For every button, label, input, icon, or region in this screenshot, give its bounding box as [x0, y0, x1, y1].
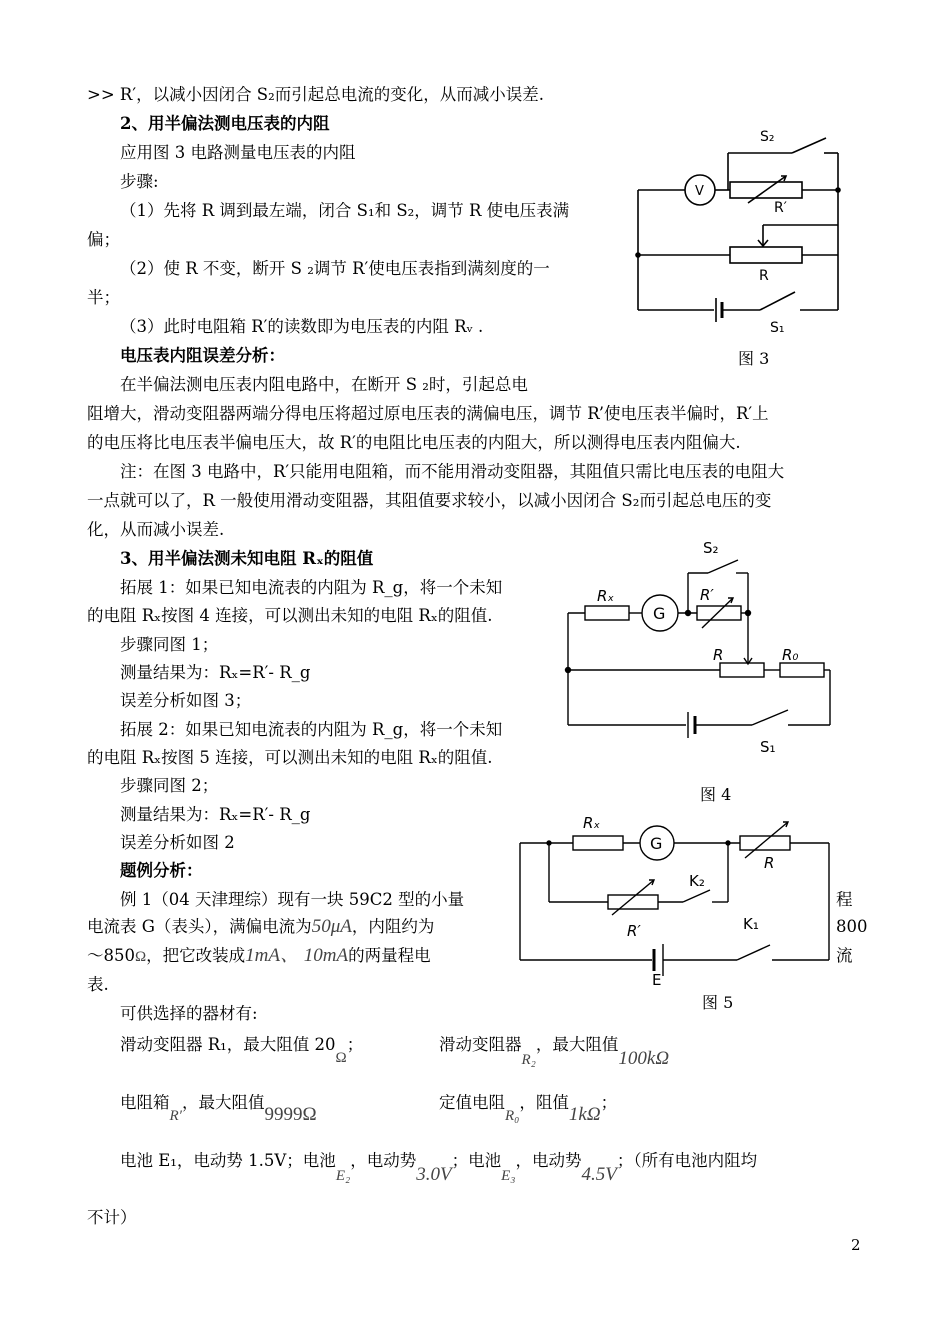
section-heading: 2、用半偏法测电压表的内阻: [120, 114, 330, 133]
label-rx: Rₓ: [597, 587, 615, 605]
text-line: 阻增大，滑动变阻器两端分得电压将超过原电压表的满偏电压，调节 R’使电压表半偏时，R′上: [87, 404, 769, 423]
math-expression: 9999Ω: [264, 1104, 317, 1125]
text-span: 电池 E₁，电动势 1.5V；电池: [120, 1151, 336, 1170]
math-expression: 3.0V: [416, 1164, 452, 1185]
text-line: 可供选择的器材有:: [120, 1004, 258, 1023]
figure-4-caption: 图 4: [700, 785, 732, 804]
label-k1: K₁: [743, 915, 759, 933]
label-rprime: R′: [700, 586, 714, 604]
math-expression: E₂: [335, 1168, 351, 1184]
text-line: （2）使 R 不变，断开 S ₂调节 R′使电压表指到满刻度的一: [120, 259, 550, 278]
text-line: 不计）: [87, 1208, 137, 1227]
text-line: 测量结果为：Rₓ=R′- R_g: [120, 663, 311, 682]
label-g: G: [653, 604, 666, 623]
label-r: R: [713, 646, 724, 664]
text-line: 800: [836, 917, 868, 936]
label-r: R: [764, 854, 775, 872]
text-line: 的电阻 Rₓ按图 4 连接，可以测出未知的电阻 Rₓ的阻值.: [87, 606, 493, 625]
label-g: G: [650, 834, 663, 853]
text-line: 的电阻 Rₓ按图 5 连接，可以测出未知的电阻 Rₓ的阻值.: [87, 748, 493, 767]
label-s2: S₂: [760, 129, 775, 145]
text-line: 应用图 3 电路测量电压表的内阻: [120, 143, 356, 162]
text-line: （3）此时电阻箱 R′的读数即为电压表的内阻 Rᵥ .: [120, 317, 484, 336]
text-span: ，电动势: [350, 1151, 417, 1170]
text-span: ，把它改装成: [146, 946, 246, 965]
text-line: 例 1（04 天津理综）现有一块 59C2 型的小量: [120, 890, 465, 909]
math-expression: R₀: [505, 1108, 520, 1124]
text-line: 步骤同图 2；: [120, 776, 219, 795]
label-e: E: [652, 971, 662, 989]
text-span: ，阻值: [519, 1093, 569, 1112]
label-rprime: R′: [774, 200, 787, 216]
label-s2: S₂: [703, 539, 719, 557]
text-line: 步骤:: [120, 172, 159, 191]
text-span: 滑动变阻器: [439, 1035, 522, 1054]
math-expression: Ω: [335, 1050, 347, 1066]
text-span: ，内阻约为: [351, 917, 435, 936]
math-expression: 1mA、 10mA: [245, 945, 349, 966]
text-line: 步骤同图 1；: [120, 635, 219, 654]
figure-3-caption: 图 3: [738, 349, 770, 368]
text-line: 拓展 2：如果已知电流表的内阻为 R_g，将一个未知: [120, 720, 503, 739]
text-line: 流: [836, 946, 853, 965]
math-expression: E₃: [501, 1168, 516, 1184]
section-heading: 3、用半偏法测未知电阻 Rₓ的阻值: [120, 549, 374, 568]
text-line: 拓展 1：如果已知电流表的内阻为 R_g，将一个未知: [120, 578, 503, 597]
math-expression: 4.5V: [581, 1164, 617, 1185]
text-line: 误差分析如图 3；: [120, 691, 252, 710]
text-line: （1）先将 R 调到最左端，闭合 S₁和 S₂，调节 R 使电压表满: [120, 201, 570, 220]
text-span: ；电池: [451, 1151, 502, 1170]
resistor-box-rx: [573, 836, 623, 850]
math-expression: 50μA: [311, 916, 352, 937]
label-k2: K₂: [689, 872, 705, 890]
text-span: ，最大阻值: [535, 1035, 619, 1054]
text-span: ；（所有电池内阻均: [616, 1151, 758, 1170]
text-line: 化，从而减小误差.: [87, 520, 225, 539]
label-r0: R₀: [782, 646, 799, 664]
math-expression: Ω: [135, 949, 147, 965]
label-s1: S₁: [760, 738, 776, 756]
text-line: 误差分析如图 2: [120, 833, 235, 852]
text-span: ，电动势: [515, 1151, 582, 1170]
label-rprime: R′: [627, 922, 641, 940]
math-expression: 1kΩ: [568, 1104, 601, 1125]
text-line: 一点就可以了，R 一般使用滑动变阻器，其阻值要求较小，以减小因闭合 S₂而引起总电压的变: [87, 491, 772, 510]
label-rx: Rₓ: [583, 814, 601, 832]
label-s1: S₁: [770, 320, 785, 336]
text-span: 定值电阻: [439, 1093, 505, 1112]
text-span: 滑动变阻器 R₁，最大阻值 20: [120, 1035, 336, 1054]
text-line: 测量结果为：Rₓ=R′- R_g: [120, 805, 311, 824]
math-expression: 100kΩ: [618, 1048, 670, 1069]
text-line: 偏；: [87, 230, 120, 249]
text-span: ～850: [87, 946, 135, 965]
math-expression: R′: [169, 1108, 182, 1124]
math-expression: R₂: [521, 1052, 536, 1068]
text-span: 电阻箱: [120, 1093, 170, 1112]
label-v: V: [695, 184, 704, 199]
text-line: >> R′，以减小因闭合 S₂而引起总电流的变化，从而减小误差.: [87, 85, 544, 104]
text-span: ；: [600, 1093, 618, 1112]
text-line: 的电压将比电压表半偏电压大，故 R′的电阻比电压表的内阻大，所以测得电压表内阻偏大.: [87, 433, 741, 452]
figure-5-caption: 图 5: [702, 993, 734, 1012]
text-line: 程: [836, 890, 853, 909]
label-r: R: [759, 268, 769, 284]
subheading: 电压表内阻误差分析：: [120, 346, 285, 365]
text-line: 注：在图 3 电路中，R′只能用电阻箱，而不能用滑动变阻器，其阻值只需比电压表的电阻大: [120, 462, 785, 481]
text-span: ；: [346, 1035, 364, 1054]
text-span: ，最大阻值: [181, 1093, 265, 1112]
text-line: 表.: [87, 975, 109, 994]
text-line: 在半偏法测电压表内阻电路中，在断开 S ₂时，引起总电: [120, 375, 528, 394]
text-span: 的两量程电: [348, 946, 431, 965]
resistor-box-r: [740, 836, 790, 850]
text-span: 电流表 G（表头），满偏电流为: [87, 917, 312, 936]
text-line: 半；: [87, 288, 120, 307]
subheading: 题例分析：: [120, 861, 203, 880]
page-number: 2: [851, 1236, 861, 1254]
